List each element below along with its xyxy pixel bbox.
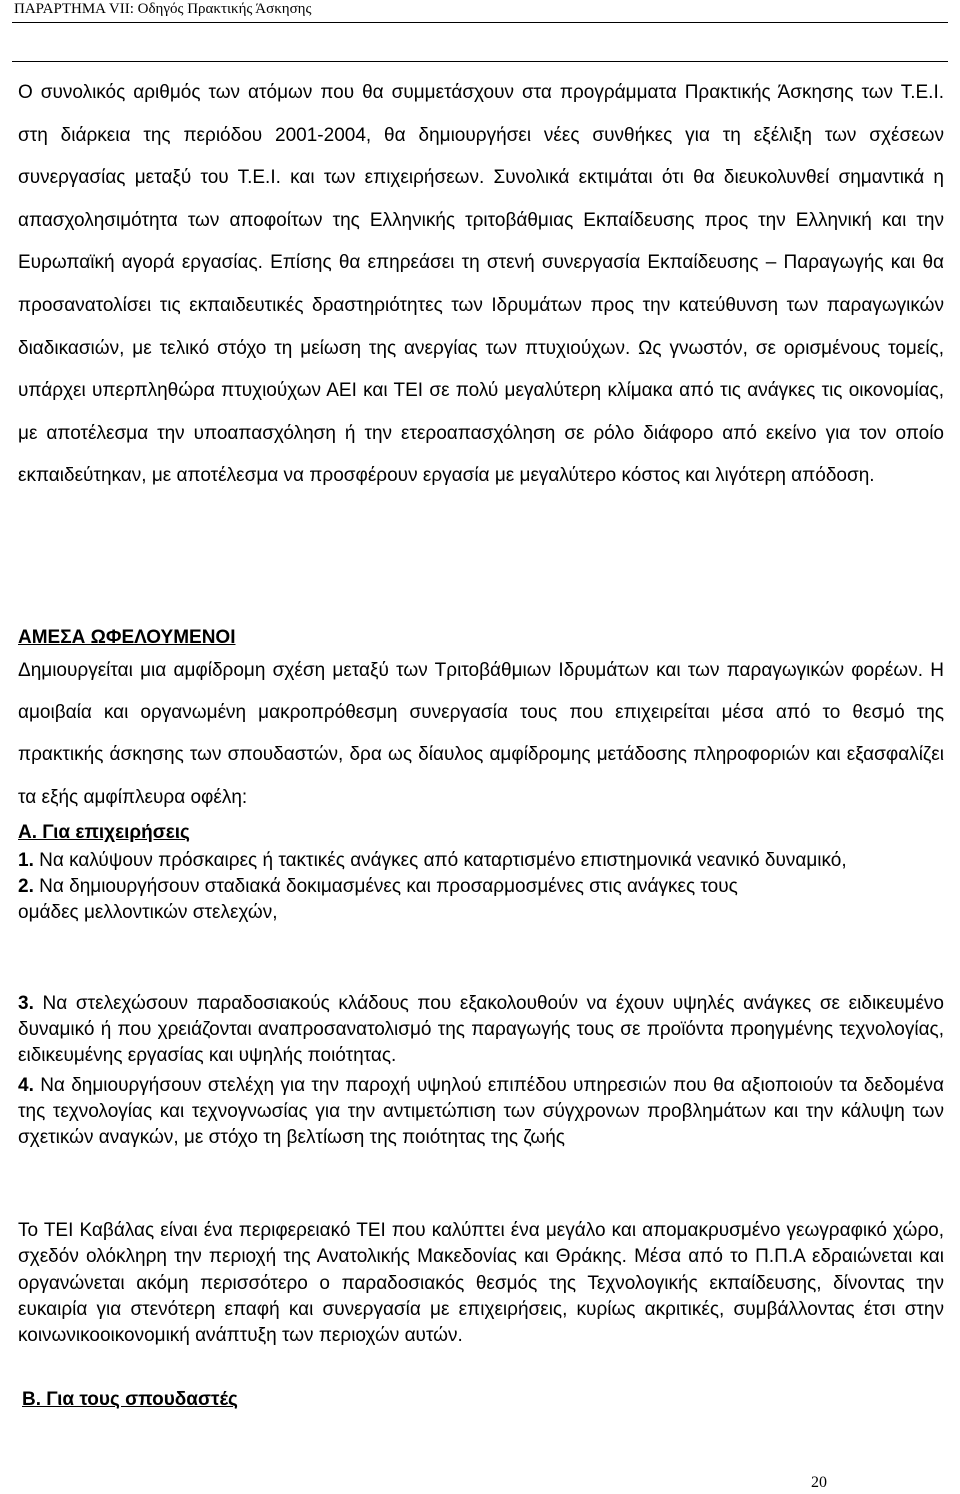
item-number: 1. — [18, 850, 34, 871]
item-text: Να δημιουργήσουν στελέχη για την παροχή υψηλού επιπέδου υπηρεσιών που θα αξιοποιούν τα δεδομένα της τεχνολογίας και τεχνογνωσίας για την αντιμετώπιση των σύγχρονων προβλημάτων και την κάλυψη των σχετικών αναγκών, με στόχο τη βελτίωση της ποιότητας της ζωής — [18, 1075, 944, 1148]
item-text: Να καλύψουν πρόσκαιρες ή τακτικές ανάγκες από καταρτισμένο επιστημονικά νεανικό δυναμικό, — [39, 850, 847, 871]
item-text: Να δημιουργήσουν σταδιακά δοκιμασμένες και προσαρμοσμένες στις ανάγκες τους — [39, 876, 738, 897]
beneficiaries-heading: ΑΜΕΣΑ ΩΦΕΛΟΥΜΕΝΟΙ — [18, 627, 236, 648]
running-header: ΠΑΡΑΡΤΗΜΑ VII: Οδηγός Πρακτικής Άσκησης — [14, 1, 312, 17]
section-a-heading: Α. Για επιχειρήσεις — [18, 822, 190, 843]
beneficiaries-paragraph: Δημιουργείται μια αμφίδρομη σχέση μεταξύ των Τριτοβάθμιων Ιδρυμάτων και των παραγωγικών φορέων. Η αμοιβαία και οργανωμένη μακροπρόθεσμη συνεργασία τους που επιχειρείται μέσα από το θεσμό της πρακτικής άσκησης των σπουδαστών, δρα ως δίαυλος αμφίδρομης μετάδοσης πληροφοριών και εξασφαλίζει τα εξής αμφίπλευρα οφέλη: — [18, 660, 944, 808]
frame-top-border — [12, 61, 948, 62]
item-number: 2. — [18, 876, 34, 897]
tei-paragraph: Το ΤΕΙ Καβάλας είναι ένα περιφερειακό ΤΕΙ που καλύπτει ένα μεγάλο και απομακρυσμένο γεωγραφικό χώρο, σχεδόν ολόκληρη την περιοχή της Ανατολικής Μακεδονίας και Θράκης. Μέσα από το Π.Π.Α εδραιώνεται και οργανώνεται ακόμη περισσότερο ο παραδοσιακός θεσμός της Τεχνολογικής εκπαίδευσης, δίνοντας την ευκαιρία για στενότερη επαφή και συνεργασία με επιχειρήσεις, κυρίως ακριτικές, συμβάλλοντας έτσι στην κοινωνικοοικονομική ανάπτυξη των περιοχών αυτών. — [18, 1220, 944, 1347]
section-a-list — [18, 848, 944, 926]
section-a-list-continued — [18, 991, 944, 1155]
intro-paragraph: Ο συνολικός αριθμός των ατόμων που θα συμμετάσχουν στα προγράμματα Πρακτικής Άσκησης των Τ.Ε.Ι. στη διάρκεια της περιόδου 2001-2004, θα δημιουργήσει νέες συνθήκες για τη εξέλιξη των σχέσεων συνεργασίας μεταξύ του Τ.Ε.Ι. και των επιχειρήσεων. Συνολικά εκτιμάται ότι θα διευκολυνθεί σημαντικά η απασχολησιμότητα των αποφοίτων της Ελληνικής τριτοβάθμιας Εκπαίδευσης προς την Ελληνική και την Ευρωπαϊκή αγορά εργασίας. Επίσης θα επηρεάσει τη στενή συνεργασία Εκπαίδευσης – Παραγωγής και θα προσανατολίσει τις εκπαιδευτικές δραστηριότητες των Ιδρυμάτων προς την κατεύθυνση των παραγωγικών διαδικασιών, με τελικό στόχο τη μείωση της ανεργίας των πτυχιούχων. Ως γνωστόν, σε ορισμένους τομείς, υπάρχει υπερπληθώρα πτυχιούχων ΑΕΙ και ΤΕΙ σε πολύ μεγαλύτερη κλίμακα από τις ανάγκες τις οικονομίας, με αποτέλεσμα την υποαπασχόληση ή την ετεροαπασχόληση σε ρόλο διάφορο από εκείνο για τον οποίο εκπαιδεύτηκαν, με αποτέλεσμα να προσφέρουν εργασία με μεγαλύτερο κόστος και λιγότερη απόδοση. — [18, 82, 944, 487]
list-item — [18, 991, 944, 1069]
list-item — [18, 1073, 944, 1151]
list-item — [18, 874, 944, 900]
section-b-heading: Β. Για τους σπουδαστές — [22, 1389, 238, 1410]
item-text: Να στελεχώσουν παραδοσιακούς κλάδους που εξακολουθούν να έχουν υψηλές ανάγκες σε ειδικευμένο δυναμικό ή που χρειάζονται αναπροσανατολισμό της παραγωγής τους σε προϊόντα προηγμένης τεχνολογίας, ειδικευμένης εργασίας και υψηλής ποιότητας. — [18, 993, 945, 1066]
item-number: 4. — [18, 1075, 34, 1096]
list-item-continuation: ομάδες μελλοντικών στελεχών, — [18, 902, 278, 923]
header-rule — [12, 22, 948, 23]
page-number: 20 — [811, 1474, 827, 1491]
list-item — [18, 848, 944, 874]
item-number: 3. — [18, 993, 34, 1014]
